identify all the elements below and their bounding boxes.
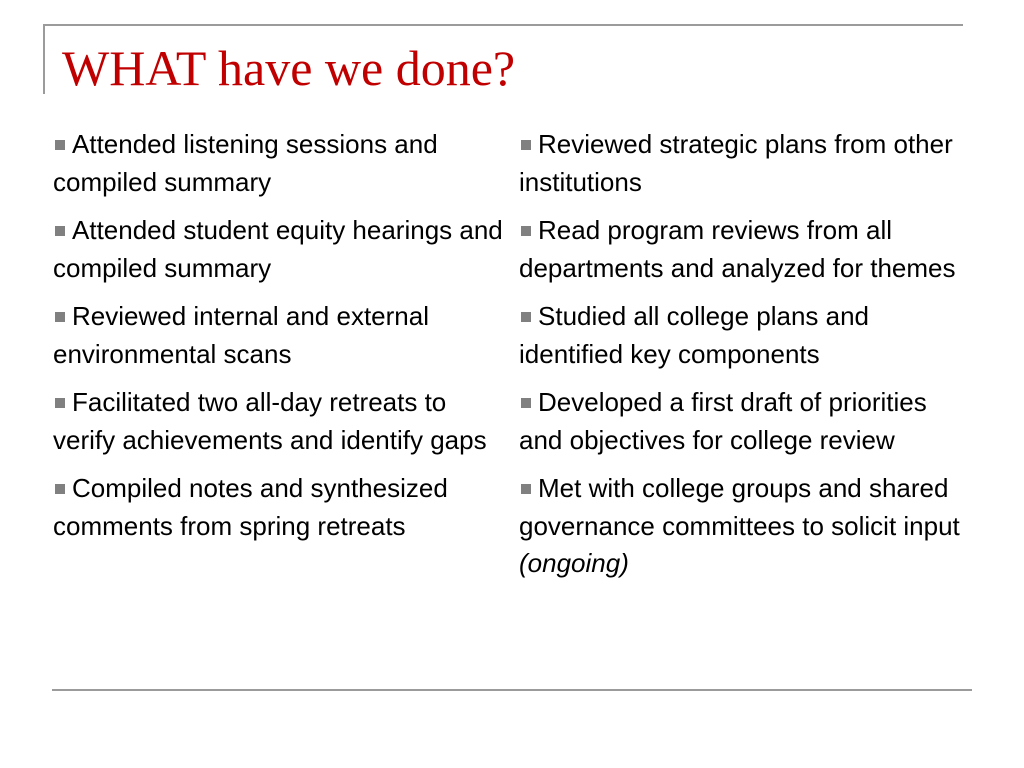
title-frame-left-line <box>43 24 45 94</box>
list-item-text: Attended listening sessions and compiled summary <box>53 129 438 197</box>
title-frame-top-line <box>43 24 963 26</box>
list-item-text: Met with college groups and shared governance committees to solicit input <box>519 473 960 541</box>
list-item <box>53 470 503 545</box>
square-bullet-icon <box>521 312 531 322</box>
square-bullet-icon <box>55 226 65 236</box>
list-item <box>53 384 503 459</box>
right-bullet-list <box>519 126 969 594</box>
square-bullet-icon <box>55 484 65 494</box>
list-item-text: Studied all college plans and identified key components <box>519 301 870 369</box>
bottom-divider <box>52 689 972 691</box>
square-bullet-icon <box>55 140 65 150</box>
square-bullet-icon <box>521 140 531 150</box>
list-item <box>53 298 503 373</box>
list-item-text: Developed a first draft of priorities and objectives for college review <box>519 387 927 455</box>
square-bullet-icon <box>55 312 65 322</box>
list-item <box>519 298 969 373</box>
slide-title: WHAT have we done? <box>62 40 516 96</box>
list-item <box>53 212 503 287</box>
list-item <box>519 126 969 201</box>
square-bullet-icon <box>521 484 531 494</box>
list-item-text: Facilitated two all-day retreats to verify achievements and identify gaps <box>53 387 487 455</box>
square-bullet-icon <box>55 398 65 408</box>
list-item-text: Attended student equity hearings and compiled summary <box>53 215 503 283</box>
square-bullet-icon <box>521 398 531 408</box>
list-item <box>519 212 969 287</box>
list-item-text: Read program reviews from all departments and analyzed for themes <box>519 215 956 283</box>
left-bullet-list <box>53 126 503 556</box>
list-item <box>53 126 503 201</box>
list-item <box>519 470 969 583</box>
ongoing-note: (ongoing) <box>519 548 629 578</box>
list-item-text: Compiled notes and synthesized comments from spring retreats <box>53 473 448 541</box>
square-bullet-icon <box>521 226 531 236</box>
list-item <box>519 384 969 459</box>
list-item-text: Reviewed internal and external environmental scans <box>53 301 429 369</box>
list-item-text: Reviewed strategic plans from other institutions <box>519 129 953 197</box>
